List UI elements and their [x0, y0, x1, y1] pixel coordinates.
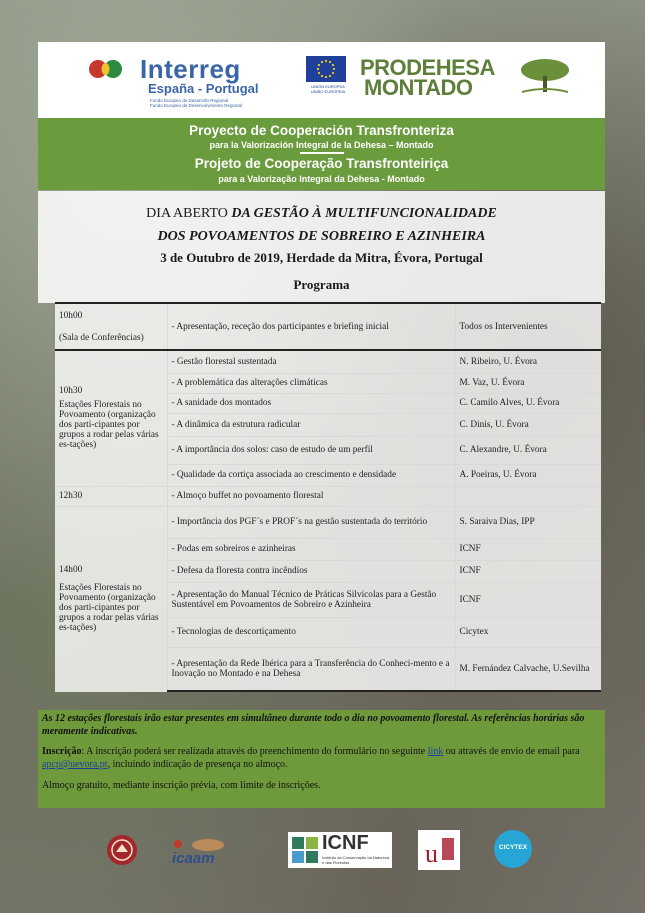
stations-note: As 12 estações florestais irão estar presentes em simultâneo durante todo o dia no povoamento florestal. As referências horárias são meramente indicativas.: [42, 713, 585, 737]
speaker-cell: C. Camilo Alves, U. Évora: [455, 393, 601, 413]
email-link[interactable]: apcp@uevora.pt: [42, 759, 108, 770]
activity-cell: - Gestão florestal sustentada: [167, 350, 455, 373]
prodehesa-line2: MONTADO: [364, 75, 473, 100]
time-label: 10h00: [59, 310, 83, 321]
university-evora-seal-icon: [106, 834, 138, 866]
table-row: [55, 506, 601, 538]
event-date-place: 3 de Outubro de 2019, Herdade da Mitra, Évora, Portugal: [160, 250, 483, 265]
icnf-logo: [288, 832, 392, 868]
header-logo-band: [38, 42, 605, 118]
table-row: [55, 486, 601, 506]
prodehesa-line1: PRODEHESA: [360, 55, 495, 80]
event-title-italic: DA GESTÃO À MULTIFUNCIONALIDADE: [231, 206, 497, 221]
inscricao-label: Inscrição: [42, 746, 82, 757]
speaker-cell: ICNF: [455, 582, 601, 617]
session-description: Estações Florestais no Povoamento (organização dos parti-cipantes por grupos a rodar pelas várias es-tações): [59, 582, 159, 633]
speaker-cell: ICNF: [455, 560, 601, 582]
activity-cell: - A dinâmica da estrutura radicular: [167, 413, 455, 436]
banner-divider: [300, 152, 344, 154]
activity-cell: - Podas em sobreiros e azinheiras: [167, 538, 455, 560]
inscricao-paragraph: [42, 745, 598, 771]
inscricao-text-2: ou através de envio de email para: [443, 746, 580, 757]
activity-cell: - Almoço buffet no povoamento florestal: [167, 486, 455, 506]
event-title-line1: [38, 206, 605, 222]
activity-cell: - Apresentação do Manual Técnico de Práticas Silvícolas para a Gestão Sustentável em Povoamentos de Sobreiro e Azinheira: [167, 582, 455, 617]
activity-cell: - Importância dos PGF´s e PROF´s na gestão sustentada do território: [167, 506, 455, 538]
eu-caption: UNIÓN EUROPEA UNIÃO EUROPEIA: [310, 84, 346, 94]
speaker-cell: N. Ribeiro, U. Évora: [455, 350, 601, 373]
interreg-logo: [88, 54, 298, 110]
speaker-cell: C. Dinis, U. Évora: [455, 413, 601, 436]
almoco-note: Almoço gratuito, mediante inscrição prévia, com limite de inscrições.: [42, 780, 321, 791]
activity-cell: - Qualidade da cortiça associada ao crescimento e densidade: [167, 464, 455, 486]
notes-box: [38, 710, 605, 808]
time-label: 14h00: [59, 564, 83, 575]
project-pt-title: Projeto de Cooperação Transfronteiriça: [194, 156, 449, 171]
session-description: Estações Florestais no Povoamento (organização dos parti-cipantes por grupos a rodar pelas várias es-tações): [59, 400, 159, 451]
time-cell: [55, 350, 167, 486]
icaam-logo: [168, 836, 254, 866]
icnf-text: ICNF: [322, 832, 369, 854]
icaam-text: icaam: [172, 850, 215, 867]
activity-cell: - Apresentação da Rede Ibérica para a Transferência do Conheci-mento e a Inovação no Montado e na Dehesa: [167, 647, 455, 691]
inscricao-text-1: : A inscrição poderá ser realizada através do preenchimento do formulário no seguinte: [81, 746, 428, 757]
speaker-cell: A. Poeiras, U. Évora: [455, 464, 601, 486]
speaker-cell: M. Fernández Calvache, U.Sevilha: [455, 647, 601, 691]
activity-cell: - A sanidade dos montados: [167, 393, 455, 413]
programa-heading: Programa: [293, 277, 350, 292]
cicytex-logo: [494, 830, 532, 868]
project-pt-subtitle: para a Valorização Integral da Dehesa - Montado: [218, 174, 425, 184]
svg-text:u: u: [425, 839, 438, 868]
partner-logos: [0, 826, 645, 876]
interreg-title: Interreg: [140, 54, 241, 84]
activity-cell: - A importância dos solos: caso de estudo de um perfil: [167, 436, 455, 464]
icnf-subtext: Instituto da Conservação da Natureza e das Florestas: [322, 855, 390, 865]
speaker-cell: Cicytex: [455, 617, 601, 647]
activity-cell: - A problemática das alterações climáticas: [167, 373, 455, 393]
event-title-box: [38, 191, 605, 303]
time-cell: [55, 506, 167, 691]
time-label: 10h30: [59, 386, 83, 397]
eu-flag-icon: [306, 56, 346, 82]
time-cell: [55, 303, 167, 350]
place-label: (Sala de Conferências): [59, 332, 144, 343]
event-title-line2: DOS POVOAMENTOS DE SOBREIRO E AZINHEIRA: [157, 229, 486, 244]
speaker-cell: M. Vaz, U. Évora: [455, 373, 601, 393]
speaker-cell: [455, 486, 601, 506]
university-sevilla-logo-icon: [418, 830, 460, 870]
activity-cell: - Defesa da floresta contra incêndios: [167, 560, 455, 582]
table-row: [55, 350, 601, 373]
speaker-cell: S. Saraiva Dias, IPP: [455, 506, 601, 538]
speaker-cell: C. Alexandre, U. Évora: [455, 436, 601, 464]
project-es-title: Proyecto de Cooperación Transfronteriza: [189, 123, 454, 138]
program-table: [55, 302, 601, 692]
speaker-cell: ICNF: [455, 538, 601, 560]
registration-form-link[interactable]: link: [427, 746, 444, 757]
tree-icon: [518, 56, 572, 96]
inscricao-text-3: , incluindo indicação de presença no almoço.: [107, 759, 288, 770]
activity-cell: - Tecnologias de descortiçamento: [167, 617, 455, 647]
prodehesa-logo-text: [360, 55, 495, 100]
speaker-cell: Todos os Intervenientes: [455, 303, 601, 350]
icnf-emblem-icon: [290, 835, 320, 865]
activity-cell: - Apresentação, receção dos participantes e briefing inicial: [167, 303, 455, 350]
cicytex-text: CICYTEX: [498, 844, 528, 851]
event-title-plain: DIA ABERTO: [146, 206, 228, 221]
interreg-fund-text: Fondo Europeo de Desarrollo Regional Fundo Europeu de Desenvolvimento Regional: [150, 98, 243, 108]
interreg-subtitle: España - Portugal: [148, 81, 259, 96]
interreg-emblem-icon: [88, 58, 124, 80]
project-es-subtitle: para la Valorización Integral de la Dehesa – Montado: [209, 140, 434, 150]
project-banner: [38, 118, 605, 190]
time-cell: 12h30: [55, 486, 167, 506]
table-row: [55, 303, 601, 350]
